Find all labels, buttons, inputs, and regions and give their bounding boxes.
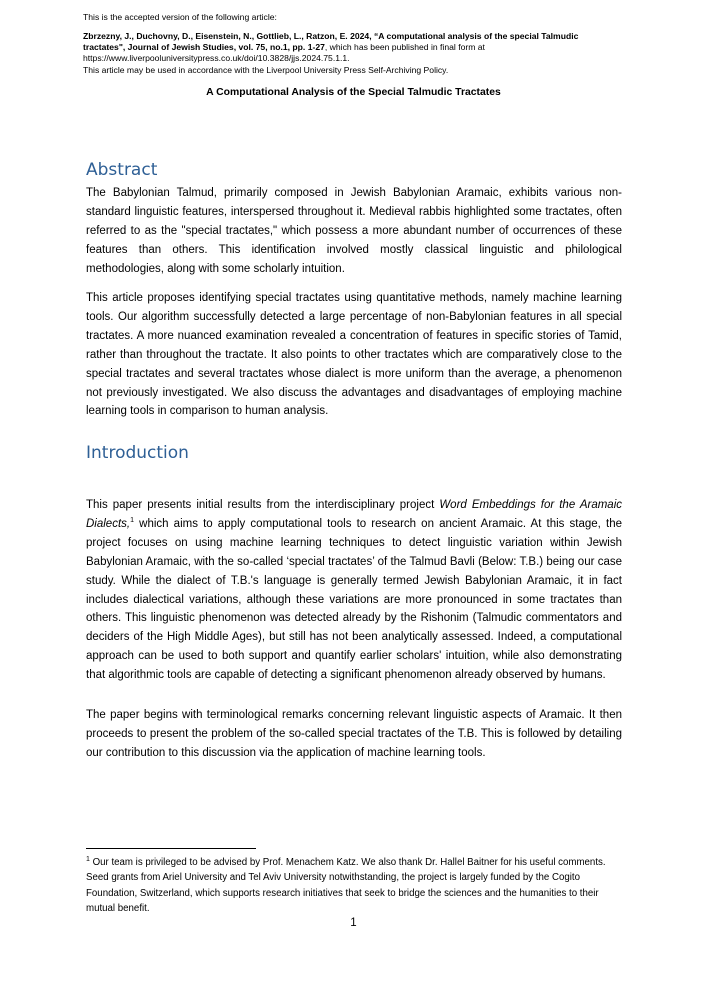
footnote-1: [86, 855, 622, 917]
citation-bold-1: Zbrzezny, J., Duchovny, D., Eisenstein, N., Gottlieb, L., Ratzon, E. 2024, “A computational analysis of the special Talmudic: [83, 31, 579, 41]
introduction-paragraph-2: The paper begins with terminological remarks concerning relevant linguistic aspects of Aramaic. It then proceeds to present the problem of the so-called special tractates of the T.B. This is followed by detailing our contribution to this discussion via the application of machine learning tools.: [86, 709, 622, 759]
header-citation-line-1: [83, 31, 578, 42]
abstract-paragraph-2: This article proposes identifying special tractates using quantitative methods, namely machine learning tools. Our algorithm successfully detected a large percentage of non-Babylonian features in all special tractates. A more nuanced examination revealed a concentration of features in specific stories of Tamid, rather than throughout the tractate. It also points to other tractates which are comparatively close to the special tractates and several tractates whose dialect is more uniform than the average, a phenomenon not previously investigated. We also discuss the advantages and disadvantages of employing machine learning tools in comparison to human analysis.: [86, 292, 622, 418]
intro-p1-after: which aims to apply computational tools to research on ancient Aramaic. At this stage, the project focuses on using machine learning techniques to detect linguistic variation within Jewish Babylonian Aramaic, with the so-called ‘special tractates’ of the Talmud Bavli (Below: T.B.) being our case study. While the dialect of T.B.'s language is generally termed Jewish Babylonian Aramaic, it in fact includes dialectical variations, although these variations are more pronounced in some tractates than others. This linguistic phenomenon was detected already by the Rishonim (Talmudic commentators and deciders of the High Middle Ages), but still has not been analytically assessed. Indeed, a computational approach can be used to both support and quantify earlier scholars' intuition, while also demonstrating that algorithmic tools are capable of detecting a significant phenomenon already observed by humans.: [86, 517, 622, 682]
project-name: Word Embeddings for the Aramaic Dialects,: [86, 499, 622, 530]
citation-rest-2: , which has been published in final form at: [324, 42, 485, 52]
footnote-marker: 1: [86, 855, 90, 863]
intro-p1-before: This paper presents initial results from the interdisciplinary project: [86, 499, 440, 511]
footnote-rule: [86, 848, 256, 849]
header-citation-line-2: [83, 42, 485, 53]
header-license-line: This article may be used in accordance with the Liverpool University Press Self-Archiving Policy.: [83, 65, 449, 75]
citation-bold-2: tractates", Journal of Jewish Studies, vol. 75, no.1, pp. 1-27: [83, 42, 325, 52]
paper-title: A Computational Analysis of the Special Talmudic Tractates: [206, 87, 501, 98]
page-number: 1: [350, 917, 357, 929]
introduction-paragraph-1: [86, 496, 622, 685]
footnote-ref-1[interactable]: 1: [130, 517, 135, 525]
introduction-heading: Introduction: [86, 443, 189, 463]
footnote-text: Our team is privileged to be advised by Prof. Menachem Katz. We also thank Dr. Hallel Baitner for his useful comments. Seed grants from Ariel University and Tel Aviv University notwithstanding, the project is largely funded by the Cogito Foundation, Switzerland, which supports research initiatives that seek to bridge the sciences and the humanities to their mutual benefit.: [86, 857, 606, 915]
header-intro-line: This is the accepted version of the following article:: [83, 12, 277, 22]
abstract-heading: Abstract: [86, 160, 158, 180]
abstract-paragraph-1: The Babylonian Talmud, primarily composed in Jewish Babylonian Aramaic, exhibits various non-standard linguistic features, interspersed throughout it. Medieval rabbis highlighted some tractates, often referred to as the "special tractates," which possess a more abundant number of occurrences of these features than others. This identification involved mostly classical linguistic and philological methodologies, along with some scholarly intuition.: [86, 187, 622, 275]
header-doi-url[interactable]: https://www.liverpooluniversitypress.co.uk/doi/10.3828/jjs.2024.75.1.1.: [83, 53, 350, 63]
